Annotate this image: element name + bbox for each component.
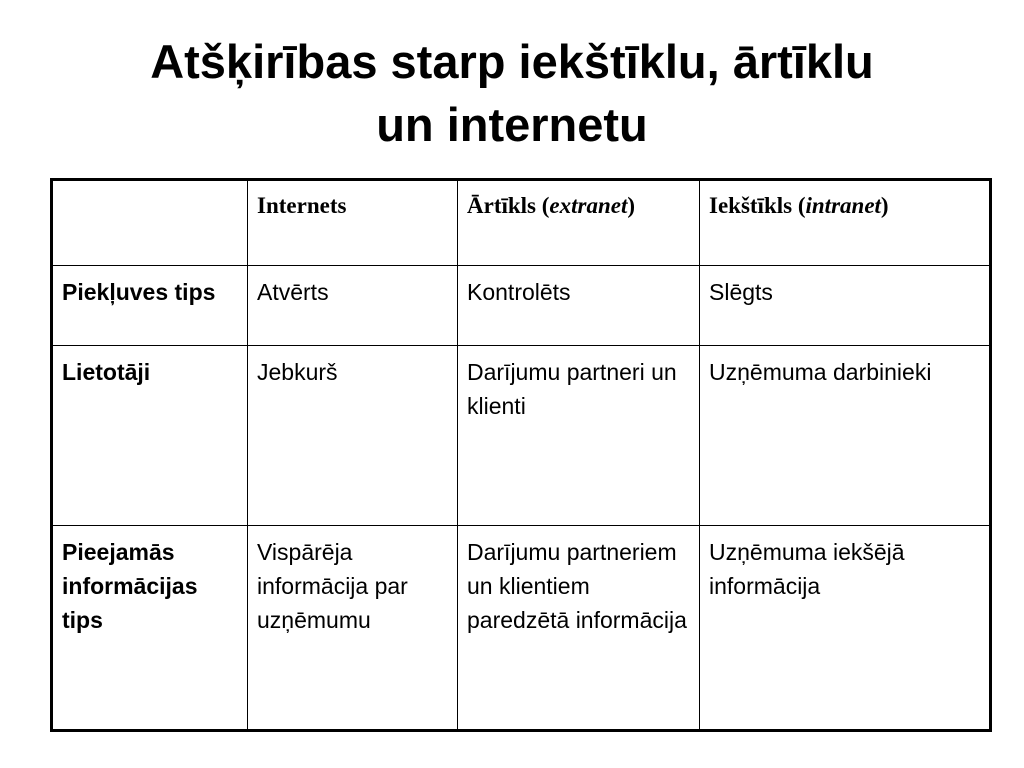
cell-users-extranet: Darījumu partneri un klienti xyxy=(458,346,700,526)
header-internet: Internets xyxy=(248,180,458,266)
table-row-users xyxy=(52,346,991,526)
cell-info-internet: Vispārēja informācija par uzņēmumu xyxy=(248,526,458,731)
cell-users-internet: Jebkurš xyxy=(248,346,458,526)
table-header-row xyxy=(52,180,991,266)
header-intranet-term: intranet xyxy=(805,193,881,218)
table-row-access-type xyxy=(52,266,991,346)
cell-info-intranet: Uzņēmuma iekšējā informācija xyxy=(700,526,991,731)
cell-users-intranet: Uzņēmuma darbinieki xyxy=(700,346,991,526)
cell-info-extranet: Darījumu partneriem un klientiem paredzētā informācija xyxy=(458,526,700,731)
header-corner-cell xyxy=(52,180,248,266)
header-intranet-label: Iekštīkls ( xyxy=(709,193,806,218)
table-row-info-type xyxy=(52,526,991,731)
slide-title xyxy=(0,30,1024,156)
cell-access-internet: Atvērts xyxy=(248,266,458,346)
header-intranet-close: ) xyxy=(880,193,889,218)
slide-title-line-2: un internetu xyxy=(376,98,648,151)
header-extranet-close: ) xyxy=(627,193,636,218)
comparison-table xyxy=(50,178,992,732)
row-label-users: Lietotāji xyxy=(52,346,248,526)
header-extranet-term: extranet xyxy=(549,193,628,218)
header-extranet-label: Ārtīkls ( xyxy=(467,193,550,218)
header-intranet xyxy=(700,180,991,266)
cell-access-intranet: Slēgts xyxy=(700,266,991,346)
row-label-access-type: Piekļuves tips xyxy=(52,266,248,346)
slide-title-line-1: Atšķirības starp iekštīklu, ārtīklu xyxy=(150,35,874,88)
row-label-info-type: Pieejamās informācijas tips xyxy=(52,526,248,731)
header-extranet xyxy=(458,180,700,266)
cell-access-extranet: Kontrolēts xyxy=(458,266,700,346)
